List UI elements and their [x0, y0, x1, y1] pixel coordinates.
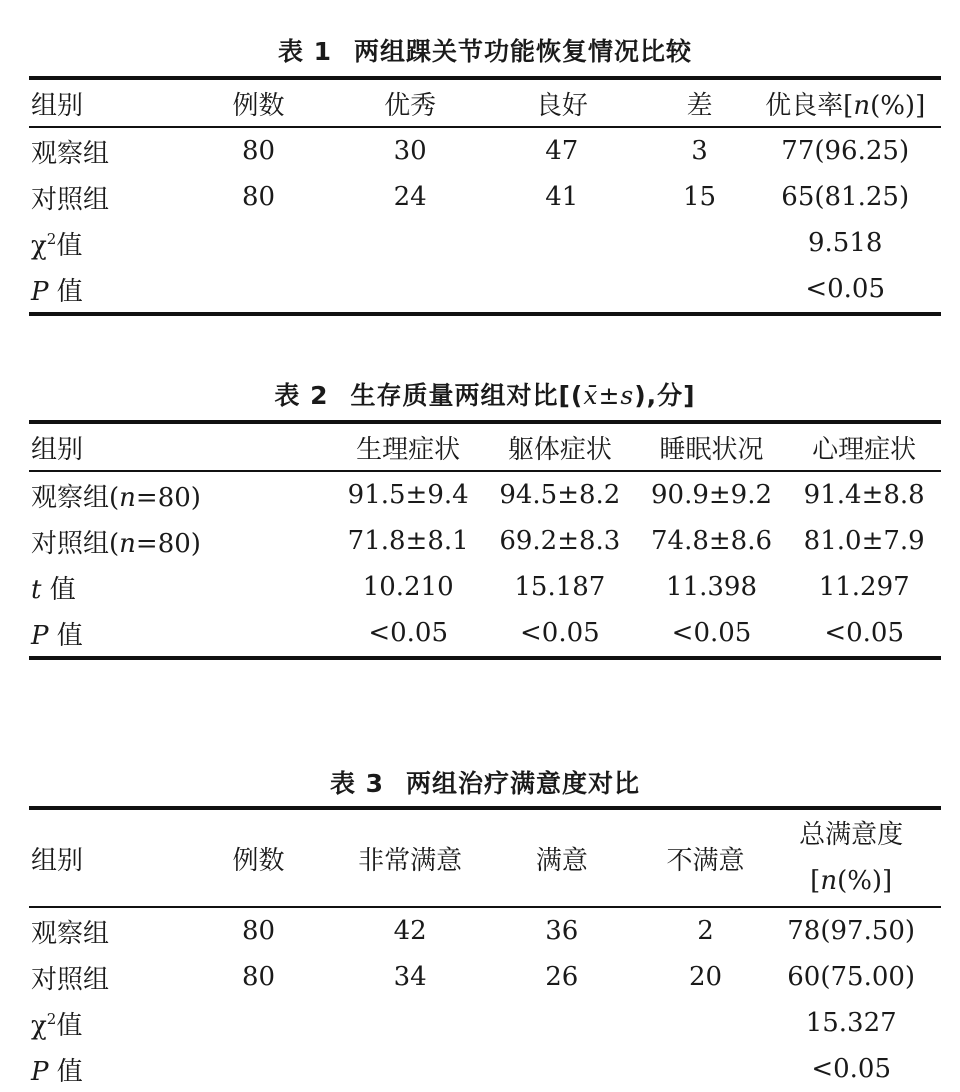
- header-row: 组别 生理症状 躯体症状 睡眠状况 心理症状: [31, 434, 917, 465]
- table-1-title: 两组踝关节功能恢复情况比较: [354, 37, 693, 66]
- table-row: 观察组 80 42 36 2 78(97.50): [31, 916, 916, 949]
- col-header-count: 例数: [232, 90, 285, 121]
- table-row: 对照组 80 34 26 20 60(75.00): [31, 962, 916, 995]
- col-header-group: 组别: [31, 90, 84, 121]
- header-row: 组别 例数 非常满意 满意 不满意 总满意度 [n(%)]: [29, 810, 941, 906]
- p-value-row: P 值 <0.05: [31, 1054, 892, 1087]
- col-header-rate: 优良率[n(%)]: [765, 90, 926, 121]
- t-value-row: t 值 10.210 15.187 11.398 11.297: [31, 572, 910, 605]
- table-3: [29, 764, 941, 1092]
- table-2-caption: 表 2 生存质量两组对比[(x̄±s),分]: [274, 381, 696, 410]
- table-2: [29, 376, 941, 660]
- chi-square-row: $\chi^2$值 9.518: [31, 228, 883, 261]
- table-1-caption: [29, 32, 941, 72]
- col-header-good: 良好: [535, 90, 588, 121]
- table-row: 观察组(n=80) 91.5±9.4 94.5±8.2 90.9±9.2 91.4±8.8: [31, 480, 925, 513]
- col-header-poor: 差: [686, 90, 713, 121]
- table-row: 观察组 80 30 47 3 77(96.25): [31, 136, 910, 169]
- table-row: 对照组(n=80) 71.8±8.1 69.2±8.3 74.8±8.6 81.0±7.9: [31, 526, 925, 559]
- p-value-row: P 值 <0.05 <0.05 <0.05 <0.05: [31, 618, 905, 651]
- header-row: [29, 80, 941, 126]
- table-1-number: 表 1: [277, 37, 333, 66]
- table-row: 对照组 80 24 41 15 65(81.25): [31, 182, 910, 215]
- table-1: [29, 32, 941, 316]
- bottom-rule: [29, 656, 941, 660]
- col-header-total-satisfaction: 总满意度 [n(%)]: [799, 820, 904, 896]
- col-header-excellent: 优秀: [384, 90, 437, 121]
- p-value-row: P 值 <0.05: [31, 274, 886, 307]
- table-3-caption: 表 3 两组治疗满意度对比: [329, 769, 641, 798]
- bottom-rule: [29, 312, 941, 316]
- chi-square-row: $\chi^2$值 15.327: [31, 1008, 897, 1041]
